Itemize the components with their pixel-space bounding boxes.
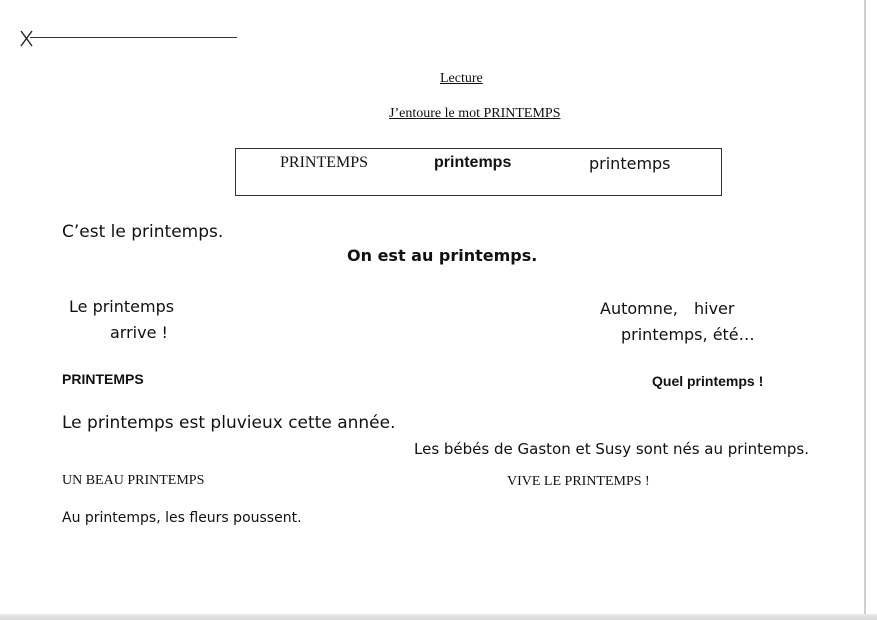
page-title: Lecture [440, 71, 483, 86]
sentence-2: On est au printemps. [347, 246, 538, 265]
sentence-8: Les bébés de Gaston et Susy sont nés au printemps. [414, 440, 809, 458]
name-line [30, 37, 237, 38]
sentence-4-line-2: printemps, été… [621, 325, 755, 344]
instruction: J’entoure le mot PRINTEMPS [389, 106, 561, 121]
page-edge-bottom [0, 614, 877, 620]
cross-mark-icon [18, 28, 38, 48]
sentence-3-line-2: arrive ! [110, 323, 168, 342]
sentence-3-line-1: Le printemps [69, 297, 175, 316]
page-edge-right [864, 0, 866, 620]
box-word-3: printemps [589, 154, 671, 173]
box-word-1: PRINTEMPS [280, 154, 369, 171]
sentence-6: Quel printemps ! [652, 373, 764, 389]
sentence-9: UN BEAU PRINTEMPS [62, 473, 205, 488]
box-word-2: printemps [434, 154, 512, 171]
sentence-7: Le printemps est pluvieux cette année. [62, 413, 396, 433]
sentence-1: C’est le printemps. [62, 222, 224, 242]
sentence-4-line-1b: hiver [694, 299, 735, 318]
sentence-11: Au printemps, les fleurs poussent. [62, 510, 302, 526]
sentence-4-line-1a: Automne, [600, 299, 678, 318]
sentence-5: PRINTEMPS [62, 371, 144, 387]
sentence-10: VIVE LE PRINTEMPS ! [507, 474, 650, 489]
